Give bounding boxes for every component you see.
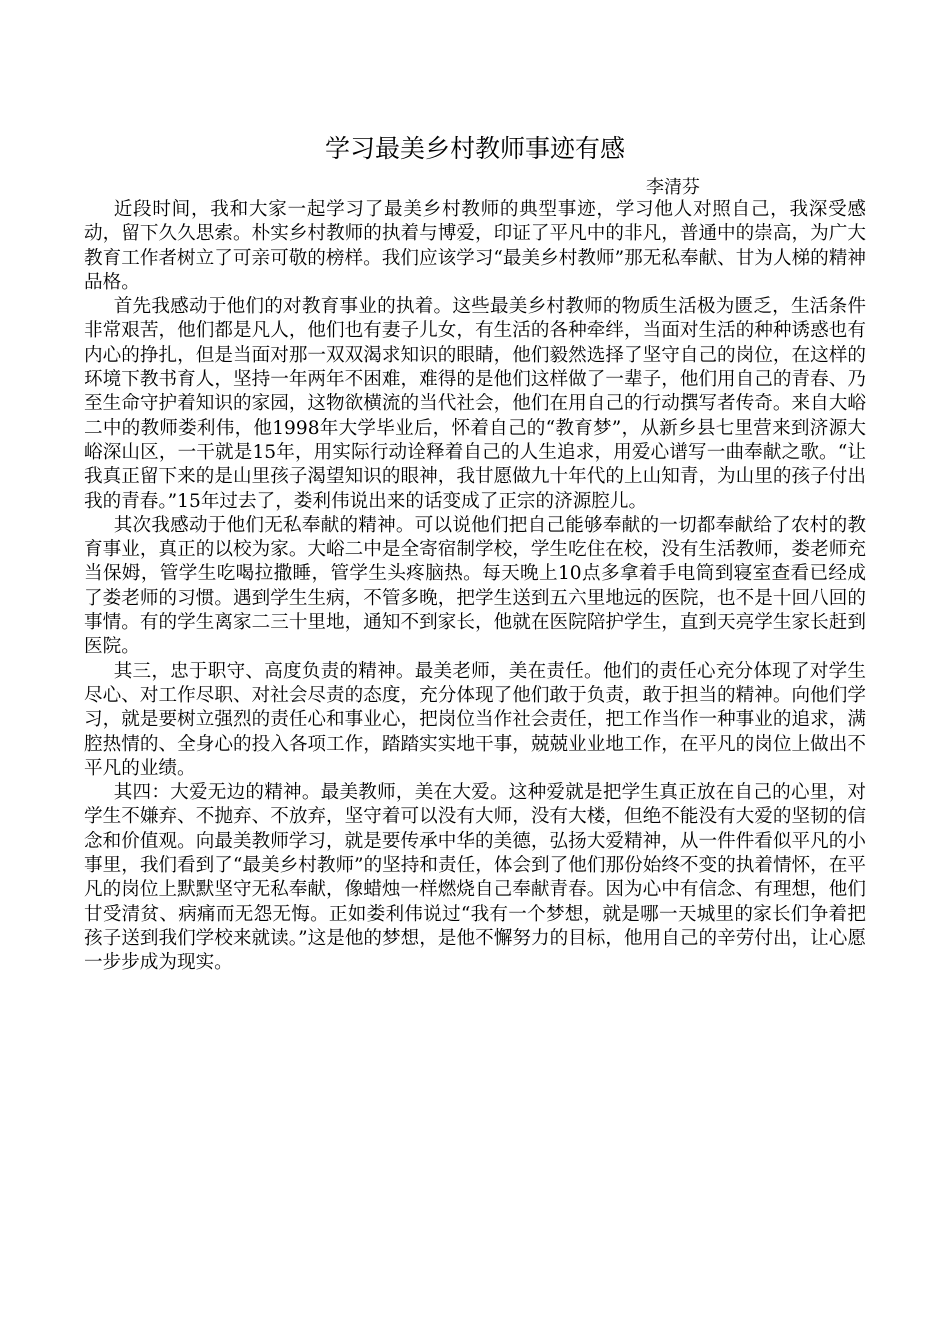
paragraph-dedication: 首先我感动于他们的对教育事业的执着。这些最美乡村教师的物质生活极为匮乏，生活条件非常艰苦，他们都是凡人，他们也有妻子儿女，有生活的各种牵绊，当面对生活的种种诱惑也有内心的挣扎，但是当面对那一双双渴求知识的眼睛，他们毅然选择了坚守自己的岗位，在这样的环境下教书育人，坚持一年两年不困难，难得的是他们这样做了一辈子，他们用自己的青春、乃至生命守护着知识的家园，这物欲横流的当代社会，他们在用自己的行动撰写者传奇。来自大峪二中的教师娄利伟，他1998年大学毕业后，怀着自己的“教育梦”，从新乡县七里营来到济源大峪深山区，一干就是15年，用实际行动诠释着自己的人生追求，用爱心谱写一曲奉献之歌。“让我真正留下来的是山里孩子渴望知识的眼神，我甘愿做九十年代的上山知青，为山里的孩子付出我的青春。”15年过去了，娄利伟说出来的话变成了正宗的济源腔儿。 xyxy=(84,296,866,512)
document-author: 李清芬 xyxy=(646,177,700,198)
document-body xyxy=(84,198,866,976)
paragraph-intro: 近段时间，我和大家一起学习了最美乡村教师的典型事迹，学习他人对照自己，我深受感动，留下久久思索。朴实乡村教师的执着与博爱，印证了平凡中的非凡，普通中的崇高，为广大教育工作者树立了可亲可敬的榜样。我们应该学习“最美乡村教师”那无私奉献、甘为人梯的精神品格。 xyxy=(84,199,866,293)
paragraph-selflessness: 其次我感动于他们无私奉献的精神。可以说他们把自己能够奉献的一切都奉献给了农村的教育事业，真正的以校为家。大峪二中是全寄宿制学校，学生吃住在校，没有生活教师，娄老师充当保姆，管学生吃喝拉撒睡，管学生头疼脑热。每天晚上10点多拿着手电筒到寝室查看已经成了娄老师的习惯。遇到学生生病，不管多晚，把学生送到五六里地远的医院，也不是十回八回的事情。有的学生离家二三十里地，通知不到家长，他就在医院陪护学生，直到天亮学生家长赶到医院。 xyxy=(84,514,866,658)
paragraph-responsibility: 其三，忠于职守、高度负责的精神。最美老师，美在责任。他们的责任心充分体现了对学生尽心、对工作尽职、对社会尽责的态度，充分体现了他们敢于负责，敢于担当的精神。向他们学习，就是要树立强烈的责任心和事业心，把岗位当作社会责任，把工作当作一种事业的追求，满腔热情的、全身心的投入各项工作，踏踏实实地干事，兢兢业业地工作，在平凡的岗位上做出不平凡的业绩。 xyxy=(84,660,866,779)
document-title: 学习最美乡村教师事迹有感 xyxy=(324,134,625,163)
paragraph-great-love: 其四：大爱无边的精神。最美教师，美在大爱。这种爱就是把学生真正放在自己的心里，对学生不嫌弃、不抛弃、不放弃，坚守着可以没有大师，没有大楼，但绝不能没有大爱的坚韧的信念和价值观。向最美教师学习，就是要传承中华的美德，弘扬大爱精神，从一件件看似平凡的小事里，我们看到了“最美乡村教师”的坚持和责任，体会到了他们那份始终不变的执着情怀，在平凡的岗位上默默坚守无私奉献，像蜡烛一样燃烧自己奉献青春。因为心中有信念、有理想，他们甘受清贫、病痛而无怨无悔。正如娄利伟说过“我有一个梦想，就是哪一天城里的家长们争着把孩子送到我们学校来就读。”这是他的梦想，是他不懈努力的目标，他用自己的辛劳付出，让心愿一步步成为现实。 xyxy=(84,782,866,974)
